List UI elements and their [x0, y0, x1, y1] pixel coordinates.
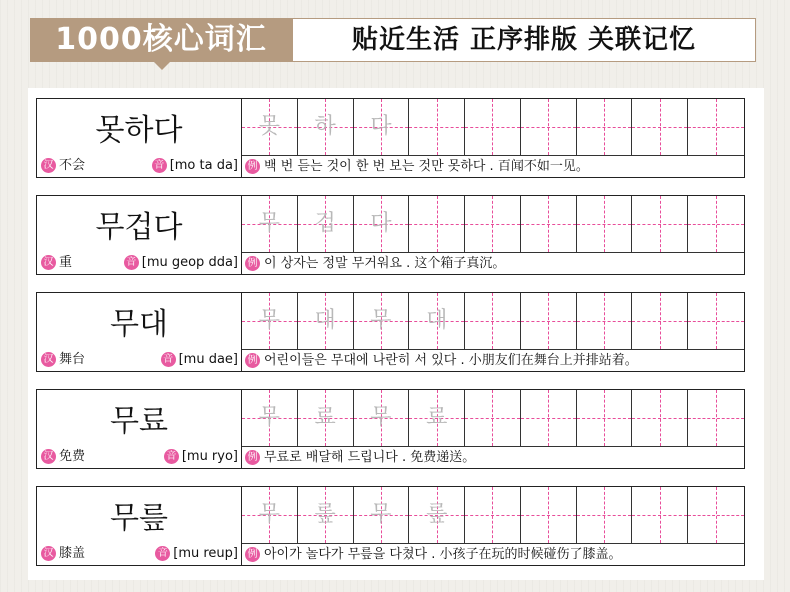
writing-cell[interactable]	[242, 196, 298, 252]
guide-line	[632, 418, 687, 419]
trace-character: 무	[370, 308, 392, 333]
korean-word: 못하다	[95, 113, 183, 148]
pronunciation-text: [mu ryo]	[181, 449, 238, 464]
meaning-badge-icon: 汉	[41, 158, 56, 173]
writing-cell[interactable]	[242, 99, 298, 155]
korean-word: 무대	[110, 307, 168, 342]
pronunciation-text: [mu dae]	[178, 352, 238, 367]
writing-grid	[242, 390, 744, 446]
pronunciation-badge-icon: 音	[155, 546, 170, 561]
trace-character: 못	[258, 114, 281, 139]
writing-grid	[242, 196, 744, 252]
writing-cell[interactable]	[688, 196, 744, 252]
meaning	[41, 251, 72, 270]
guide-line	[577, 127, 632, 128]
guide-line	[577, 515, 632, 516]
writing-cell[interactable]	[632, 99, 688, 155]
header-subtitle: 贴近生活 正序排版 关联记忆	[292, 18, 756, 62]
writing-grid	[242, 487, 744, 543]
trace-character: 무	[258, 308, 281, 333]
guide-line	[632, 321, 687, 322]
writing-cell[interactable]	[298, 487, 354, 543]
meaning-badge-icon: 汉	[41, 546, 56, 561]
example-text: 이 상자는 정말 무거워요 . 这个箱子真沉。	[264, 256, 506, 271]
writing-cell[interactable]	[577, 99, 633, 155]
writing-cell[interactable]	[465, 99, 521, 155]
meaning-text: 膝盖	[59, 546, 86, 561]
writing-grid	[242, 99, 744, 155]
trace-character: 릎	[314, 502, 336, 527]
trace-character: 무	[370, 405, 392, 430]
trace-character: 무	[258, 405, 281, 430]
writing-cell[interactable]	[688, 293, 744, 349]
guide-line	[409, 224, 464, 225]
vocab-card	[36, 389, 745, 469]
header-title: 1000核心词汇	[30, 18, 292, 62]
writing-cell[interactable]	[577, 293, 633, 349]
meaning	[41, 348, 85, 367]
pronunciation	[152, 158, 238, 173]
korean-word: 무릎	[110, 501, 168, 536]
pronunciation	[164, 449, 238, 464]
example-badge-icon: 例	[245, 450, 260, 465]
vocab-card	[36, 486, 745, 566]
trace-character: 무	[370, 502, 392, 527]
guide-line	[688, 321, 744, 322]
meaning-text: 重	[59, 255, 73, 270]
trace-character: 무	[258, 502, 281, 527]
example-sentence	[242, 252, 744, 274]
guide-line	[465, 321, 520, 322]
guide-line	[465, 515, 520, 516]
writing-cell[interactable]	[521, 487, 577, 543]
example-text: 어린이들은 무대에 나란히 서 있다 . 小朋友们在舞台上并排站着。	[264, 353, 638, 368]
guide-line	[409, 127, 464, 128]
meaning-text: 免费	[59, 449, 86, 464]
vocab-card	[36, 195, 745, 275]
pronunciation-badge-icon: 音	[124, 255, 139, 270]
writing-cell[interactable]	[409, 196, 465, 252]
header-banner	[30, 18, 754, 62]
pronunciation-badge-icon: 音	[161, 352, 176, 367]
guide-line	[688, 418, 744, 419]
example-badge-icon: 例	[245, 353, 260, 368]
pronunciation-text: [mu reup]	[173, 546, 238, 561]
pronunciation-text: [mo ta da]	[169, 158, 238, 173]
writing-cell[interactable]	[409, 293, 465, 349]
trace-character: 료	[426, 405, 448, 430]
guide-line	[688, 224, 744, 225]
guide-line	[688, 127, 744, 128]
practice-sheet	[28, 88, 764, 580]
pronunciation-text: [mu geop dda]	[141, 255, 238, 270]
trace-character: 하	[314, 114, 336, 139]
pronunciation-badge-icon: 音	[152, 158, 167, 173]
meaning	[41, 154, 85, 173]
writing-cell[interactable]	[354, 196, 410, 252]
writing-cell[interactable]	[688, 487, 744, 543]
meaning-badge-icon: 汉	[41, 449, 56, 464]
writing-cell[interactable]	[354, 487, 410, 543]
writing-cell[interactable]	[688, 390, 744, 446]
trace-character: 대	[426, 308, 448, 333]
guide-line	[632, 224, 687, 225]
trace-character: 대	[314, 308, 336, 333]
guide-line	[632, 515, 687, 516]
writing-cell[interactable]	[465, 487, 521, 543]
pronunciation	[124, 255, 238, 270]
writing-grid	[242, 293, 744, 349]
writing-cell[interactable]	[577, 390, 633, 446]
guide-line	[521, 418, 576, 419]
example-sentence	[242, 543, 744, 565]
writing-cell[interactable]	[632, 390, 688, 446]
guide-line	[577, 321, 632, 322]
writing-cell[interactable]	[298, 196, 354, 252]
meaning	[41, 445, 85, 464]
example-sentence	[242, 349, 744, 371]
guide-line	[465, 127, 520, 128]
guide-line	[521, 224, 576, 225]
word-cell	[37, 487, 242, 565]
trace-character: 다	[370, 114, 392, 139]
trace-character: 료	[314, 405, 336, 430]
example-text: 무료로 배달해 드립니다 . 免费递送。	[264, 450, 476, 465]
example-text: 아이가 놀다가 무릎을 다쳤다 . 小孩子在玩的时候碰伤了膝盖。	[264, 547, 622, 562]
writing-cell[interactable]	[632, 293, 688, 349]
pronunciation	[161, 352, 238, 367]
example-badge-icon: 例	[245, 159, 260, 174]
writing-cell[interactable]	[521, 293, 577, 349]
word-cell	[37, 293, 242, 371]
writing-cell[interactable]	[409, 390, 465, 446]
writing-cell[interactable]	[465, 390, 521, 446]
writing-cell[interactable]	[409, 487, 465, 543]
writing-cell[interactable]	[409, 99, 465, 155]
example-text: 백 번 듣는 것이 한 번 보는 것만 못하다 . 百闻不如一见。	[264, 159, 589, 174]
example-badge-icon: 例	[245, 256, 260, 271]
meaning-text: 不会	[59, 158, 86, 173]
example-sentence	[242, 155, 744, 177]
trace-character: 겁	[314, 211, 336, 236]
writing-cell[interactable]	[521, 390, 577, 446]
writing-cell[interactable]	[298, 390, 354, 446]
guide-line	[465, 418, 520, 419]
guide-line	[688, 515, 744, 516]
guide-line	[632, 127, 687, 128]
trace-character: 릎	[426, 502, 448, 527]
pronunciation-badge-icon: 音	[164, 449, 179, 464]
guide-line	[521, 127, 576, 128]
guide-line	[521, 321, 576, 322]
writing-cell[interactable]	[242, 390, 298, 446]
word-cell	[37, 196, 242, 274]
writing-cell[interactable]	[242, 293, 298, 349]
word-cell	[37, 99, 242, 177]
writing-cell[interactable]	[465, 196, 521, 252]
writing-cell[interactable]	[521, 196, 577, 252]
example-sentence	[242, 446, 744, 468]
guide-line	[577, 224, 632, 225]
trace-character: 다	[370, 211, 392, 236]
writing-cell[interactable]	[242, 487, 298, 543]
meaning-badge-icon: 汉	[41, 255, 56, 270]
writing-cell[interactable]	[465, 293, 521, 349]
word-cell	[37, 390, 242, 468]
writing-cell[interactable]	[354, 390, 410, 446]
meaning	[41, 542, 85, 561]
writing-cell[interactable]	[298, 99, 354, 155]
guide-line	[465, 224, 520, 225]
pronunciation	[155, 546, 238, 561]
guide-line	[521, 515, 576, 516]
trace-character: 무	[258, 211, 281, 236]
guide-line	[577, 418, 632, 419]
writing-cell[interactable]	[521, 99, 577, 155]
writing-cell[interactable]	[632, 487, 688, 543]
korean-word: 무료	[110, 404, 168, 439]
meaning-text: 舞台	[59, 352, 86, 367]
writing-cell[interactable]	[577, 487, 633, 543]
example-badge-icon: 例	[245, 547, 260, 562]
writing-cell[interactable]	[354, 293, 410, 349]
writing-cell[interactable]	[577, 196, 633, 252]
writing-cell[interactable]	[354, 99, 410, 155]
writing-cell[interactable]	[632, 196, 688, 252]
writing-cell[interactable]	[298, 293, 354, 349]
korean-word: 무겁다	[95, 210, 183, 245]
vocab-card	[36, 292, 745, 372]
meaning-badge-icon: 汉	[41, 352, 56, 367]
vocab-card	[36, 98, 745, 178]
writing-cell[interactable]	[688, 99, 744, 155]
